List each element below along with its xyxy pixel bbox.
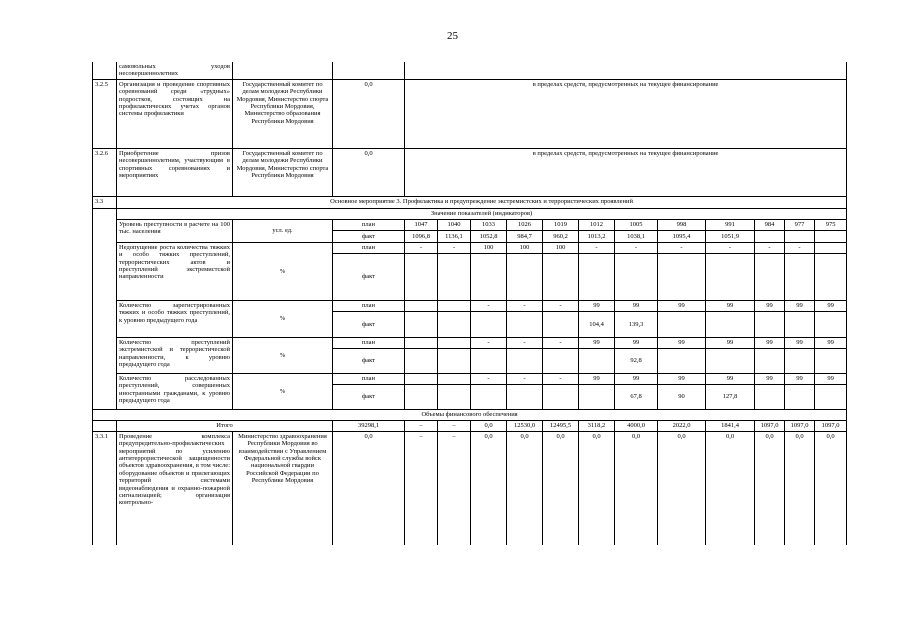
indicator-name: Количество зарегистрированных тяжких и особо тяжких преступлений, к уровню предыдущего года <box>117 300 233 337</box>
plan-value: - <box>543 300 579 311</box>
table-row <box>93 196 847 208</box>
fact-value <box>658 311 706 337</box>
total-value: 1841,4 <box>706 420 755 431</box>
fact-value <box>579 384 615 409</box>
fact-value <box>507 253 543 300</box>
total-value: 4000,0 <box>615 420 658 431</box>
plan-value: 99 <box>615 337 658 348</box>
row-number <box>93 208 117 409</box>
fact-value <box>658 253 706 300</box>
indicator-name: Недопущение роста количества тяжких и особо тяжких преступлений, террористических актов и преступлений экстремистской направленности <box>117 242 233 300</box>
row-number: 3.2.5 <box>93 79 117 148</box>
indicator-plan-row <box>93 219 847 230</box>
plan-value: - <box>507 300 543 311</box>
finance-value: 0,0 <box>755 431 785 545</box>
total-value: 0,0 <box>471 420 507 431</box>
plan-value: 99 <box>706 300 755 311</box>
finance-value: 0,0 <box>471 431 507 545</box>
fact-value <box>815 348 847 373</box>
row-number <box>93 420 117 431</box>
plan-value: 99 <box>785 373 815 384</box>
indicator-plan-row <box>93 242 847 253</box>
fact-value <box>438 311 471 337</box>
table-row <box>93 409 847 420</box>
total-value: – <box>438 420 471 431</box>
plan-value: 998 <box>658 219 706 230</box>
fact-label: факт <box>333 348 405 373</box>
plan-value: - <box>543 337 579 348</box>
fact-value: 127,8 <box>706 384 755 409</box>
fact-value <box>755 348 785 373</box>
plan-value: - <box>658 242 706 253</box>
plan-label: план <box>333 219 405 230</box>
total-row <box>93 420 847 431</box>
total-value: 12495,5 <box>543 420 579 431</box>
fact-value <box>438 348 471 373</box>
plan-value: 1026 <box>507 219 543 230</box>
finance-value: 0,0 <box>785 431 815 545</box>
plan-value: 99 <box>755 373 785 384</box>
fact-value <box>815 311 847 337</box>
fact-value <box>706 311 755 337</box>
fact-value <box>785 348 815 373</box>
plan-value: - <box>507 373 543 384</box>
finance-value: 0,0 <box>658 431 706 545</box>
measure-name: Проведение комплекса предупредительно-профилактических мероприятий по усилению антитеррористической защищенности объектов здравоохранения, в том числе: оборудование объектов и прилегающих территорий системами видеонаблюдения и охранно-пожарной сигнализацией; организация контрольно- <box>117 431 233 545</box>
indicator-plan-row <box>93 337 847 348</box>
note-cell: в пределах средств, предусмотренных на текущее финансирование <box>405 79 847 148</box>
fact-value <box>579 348 615 373</box>
row-number <box>93 62 117 79</box>
plan-value: 1005 <box>615 219 658 230</box>
fact-value <box>507 348 543 373</box>
executor: Государственный комитет по делам молодежи Республики Мордовия, Министерство спорта Республики Мордовия, Министерство образования Республики Мордовия <box>233 79 333 148</box>
fact-value <box>405 384 438 409</box>
plan-value: 99 <box>706 373 755 384</box>
plan-value: - <box>615 242 658 253</box>
total-value: 1097,0 <box>815 420 847 431</box>
fact-value <box>785 253 815 300</box>
plan-value <box>405 300 438 311</box>
plan-value <box>438 373 471 384</box>
indicator-name: Количество расследованных преступлений, совершенных иностранными гражданами, к уровню предыдущего года <box>117 373 233 409</box>
plan-value: 99 <box>579 337 615 348</box>
fact-value: 1051,9 <box>706 230 755 242</box>
plan-value: - <box>471 373 507 384</box>
plan-value: - <box>755 242 785 253</box>
plan-value: 99 <box>615 373 658 384</box>
plan-label: план <box>333 300 405 311</box>
plan-value: 99 <box>615 300 658 311</box>
value-cell: 0,0 <box>333 148 405 196</box>
finance-value: 0,0 <box>615 431 658 545</box>
plan-value: 99 <box>706 337 755 348</box>
indicator-plan-row <box>93 300 847 311</box>
fact-value <box>755 384 785 409</box>
value-cell <box>333 62 405 79</box>
fact-value <box>815 384 847 409</box>
table-row <box>93 208 847 219</box>
plan-value: 975 <box>815 219 847 230</box>
indicator-name: Количество преступлений экстремистской и террористической направленности, к уровню предыдущего года <box>117 337 233 373</box>
fact-value: 1096,8 <box>405 230 438 242</box>
fact-value <box>785 311 815 337</box>
fact-value <box>543 253 579 300</box>
finance-value: 0,0 <box>507 431 543 545</box>
plan-value: 99 <box>658 300 706 311</box>
fact-value <box>706 348 755 373</box>
fact-value: 1038,1 <box>615 230 658 242</box>
fact-value <box>755 230 785 242</box>
plan-value: 99 <box>785 300 815 311</box>
indicator-unit: % <box>233 337 333 373</box>
fact-value <box>755 311 785 337</box>
plan-value: - <box>785 242 815 253</box>
plan-value: 984 <box>755 219 785 230</box>
total-value: 39298,1 <box>333 420 405 431</box>
plan-value: 99 <box>658 373 706 384</box>
fact-value <box>543 311 579 337</box>
fact-value: 1013,2 <box>579 230 615 242</box>
plan-value: 991 <box>706 219 755 230</box>
fact-value: 984,7 <box>507 230 543 242</box>
measure-name: Организация и проведение спортивных соревнований среди «трудных» подростков, состоящих на профилактических учетах органов системы профилактики <box>117 79 233 148</box>
fact-label: факт <box>333 311 405 337</box>
fact-value <box>543 384 579 409</box>
finance-value: – <box>405 431 438 545</box>
finance-value: 0,0 <box>543 431 579 545</box>
fact-value: 960,2 <box>543 230 579 242</box>
fact-value: 67,8 <box>615 384 658 409</box>
plan-label: план <box>333 337 405 348</box>
finance-value: 0,0 <box>579 431 615 545</box>
executor: Министерство здравоохранения Республики Мордовия во взаимодействии с Управлением Федеральной службы войск национальной гвардии Российской Федерации по Республике Мордовия <box>233 431 333 545</box>
plan-value: 1033 <box>471 219 507 230</box>
value-cell: 0,0 <box>333 79 405 148</box>
indicator-plan-row <box>93 373 847 384</box>
table-body <box>93 62 847 545</box>
plan-value: 99 <box>815 337 847 348</box>
total-value: – <box>405 420 438 431</box>
plan-value <box>815 242 847 253</box>
row-number: 3.3.1 <box>93 431 117 545</box>
total-value: 2022,0 <box>658 420 706 431</box>
fact-value <box>405 348 438 373</box>
indicator-unit: % <box>233 300 333 337</box>
section-title: Основное мероприятие 3. Профилактика и предупреждение экстремистских и террористических проявлений <box>117 196 847 208</box>
fact-value: 104,4 <box>579 311 615 337</box>
fact-value: 1136,1 <box>438 230 471 242</box>
fact-value <box>438 253 471 300</box>
plan-value: 99 <box>579 373 615 384</box>
plan-value: 100 <box>507 242 543 253</box>
finance-header: Объемы финансового обеспечения <box>93 409 847 420</box>
row-number: 3.3 <box>93 196 117 208</box>
fact-value: 139,3 <box>615 311 658 337</box>
finance-value: 0,0 <box>815 431 847 545</box>
plan-value: - <box>579 242 615 253</box>
fact-value <box>507 311 543 337</box>
plan-value: - <box>471 337 507 348</box>
plan-value: - <box>405 242 438 253</box>
indicator-unit: % <box>233 373 333 409</box>
plan-value: - <box>471 300 507 311</box>
indicator-unit: усл. ед. <box>233 219 333 242</box>
plan-value: 1047 <box>405 219 438 230</box>
plan-value: 99 <box>755 337 785 348</box>
total-label: Итого <box>117 420 333 431</box>
table-row <box>93 431 847 545</box>
plan-value <box>405 337 438 348</box>
plan-label: план <box>333 373 405 384</box>
fact-value <box>615 253 658 300</box>
fact-value: 92,8 <box>615 348 658 373</box>
total-value: 1097,0 <box>785 420 815 431</box>
table-row <box>93 62 847 79</box>
fact-value: 1052,8 <box>471 230 507 242</box>
fact-label: факт <box>333 384 405 409</box>
program-table <box>92 62 847 545</box>
plan-label: план <box>333 242 405 253</box>
total-value: 1097,0 <box>755 420 785 431</box>
fact-value: 1095,4 <box>658 230 706 242</box>
page-number: 25 <box>447 30 458 42</box>
fact-value <box>507 384 543 409</box>
fact-value <box>658 348 706 373</box>
plan-value: 99 <box>785 337 815 348</box>
fact-value <box>471 311 507 337</box>
note-cell: в пределах средств, предусмотренных на текущее финансирование <box>405 148 847 196</box>
executor <box>233 62 333 79</box>
fact-value <box>405 311 438 337</box>
plan-value: 1040 <box>438 219 471 230</box>
executor: Государственный комитет по делам молодежи Республики Мордовия, Министерство спорта Республики Мордовия <box>233 148 333 196</box>
fact-value <box>471 253 507 300</box>
plan-value: 99 <box>755 300 785 311</box>
plan-value: - <box>543 373 579 384</box>
measure-name: самовольных уходов несовершеннолетних <box>117 62 233 79</box>
measure-name: Приобретение призов несовершеннолетним, участвующим в спортивных соревнованиях и мероприятиях <box>117 148 233 196</box>
finance-value: – <box>438 431 471 545</box>
fact-label: факт <box>333 230 405 242</box>
finance-value: 0,0 <box>706 431 755 545</box>
fact-value <box>471 384 507 409</box>
plan-value: 1012 <box>579 219 615 230</box>
plan-value <box>438 337 471 348</box>
plan-value: 99 <box>815 300 847 311</box>
plan-value <box>438 300 471 311</box>
plan-value: 977 <box>785 219 815 230</box>
fact-value <box>706 253 755 300</box>
fact-value <box>815 230 847 242</box>
plan-value: 99 <box>815 373 847 384</box>
fact-value <box>579 253 615 300</box>
plan-value: - <box>706 242 755 253</box>
table-row <box>93 148 847 196</box>
plan-value: 100 <box>471 242 507 253</box>
fact-value <box>405 253 438 300</box>
total-value: 3118,2 <box>579 420 615 431</box>
fact-value: 90 <box>658 384 706 409</box>
fact-value <box>785 384 815 409</box>
plan-value: 100 <box>543 242 579 253</box>
fact-value <box>471 348 507 373</box>
plan-value: - <box>507 337 543 348</box>
table-row <box>93 79 847 148</box>
row-number: 3.2.6 <box>93 148 117 196</box>
fact-value <box>543 348 579 373</box>
indicators-header: Значение показателей (индикаторов) <box>117 208 847 219</box>
total-value: 12530,0 <box>507 420 543 431</box>
fact-value <box>785 230 815 242</box>
fact-label: факт <box>333 253 405 300</box>
plan-value: 99 <box>579 300 615 311</box>
indicator-unit: % <box>233 242 333 300</box>
fact-value <box>438 384 471 409</box>
indicator-name: Уровень преступности в расчете на 100 тыс. населения <box>117 219 233 242</box>
plan-value: 99 <box>658 337 706 348</box>
plan-value: - <box>438 242 471 253</box>
finance-value: 0,0 <box>333 431 405 545</box>
note-cell <box>405 62 847 79</box>
fact-value <box>815 253 847 300</box>
plan-value <box>405 373 438 384</box>
plan-value: 1019 <box>543 219 579 230</box>
fact-value <box>755 253 785 300</box>
